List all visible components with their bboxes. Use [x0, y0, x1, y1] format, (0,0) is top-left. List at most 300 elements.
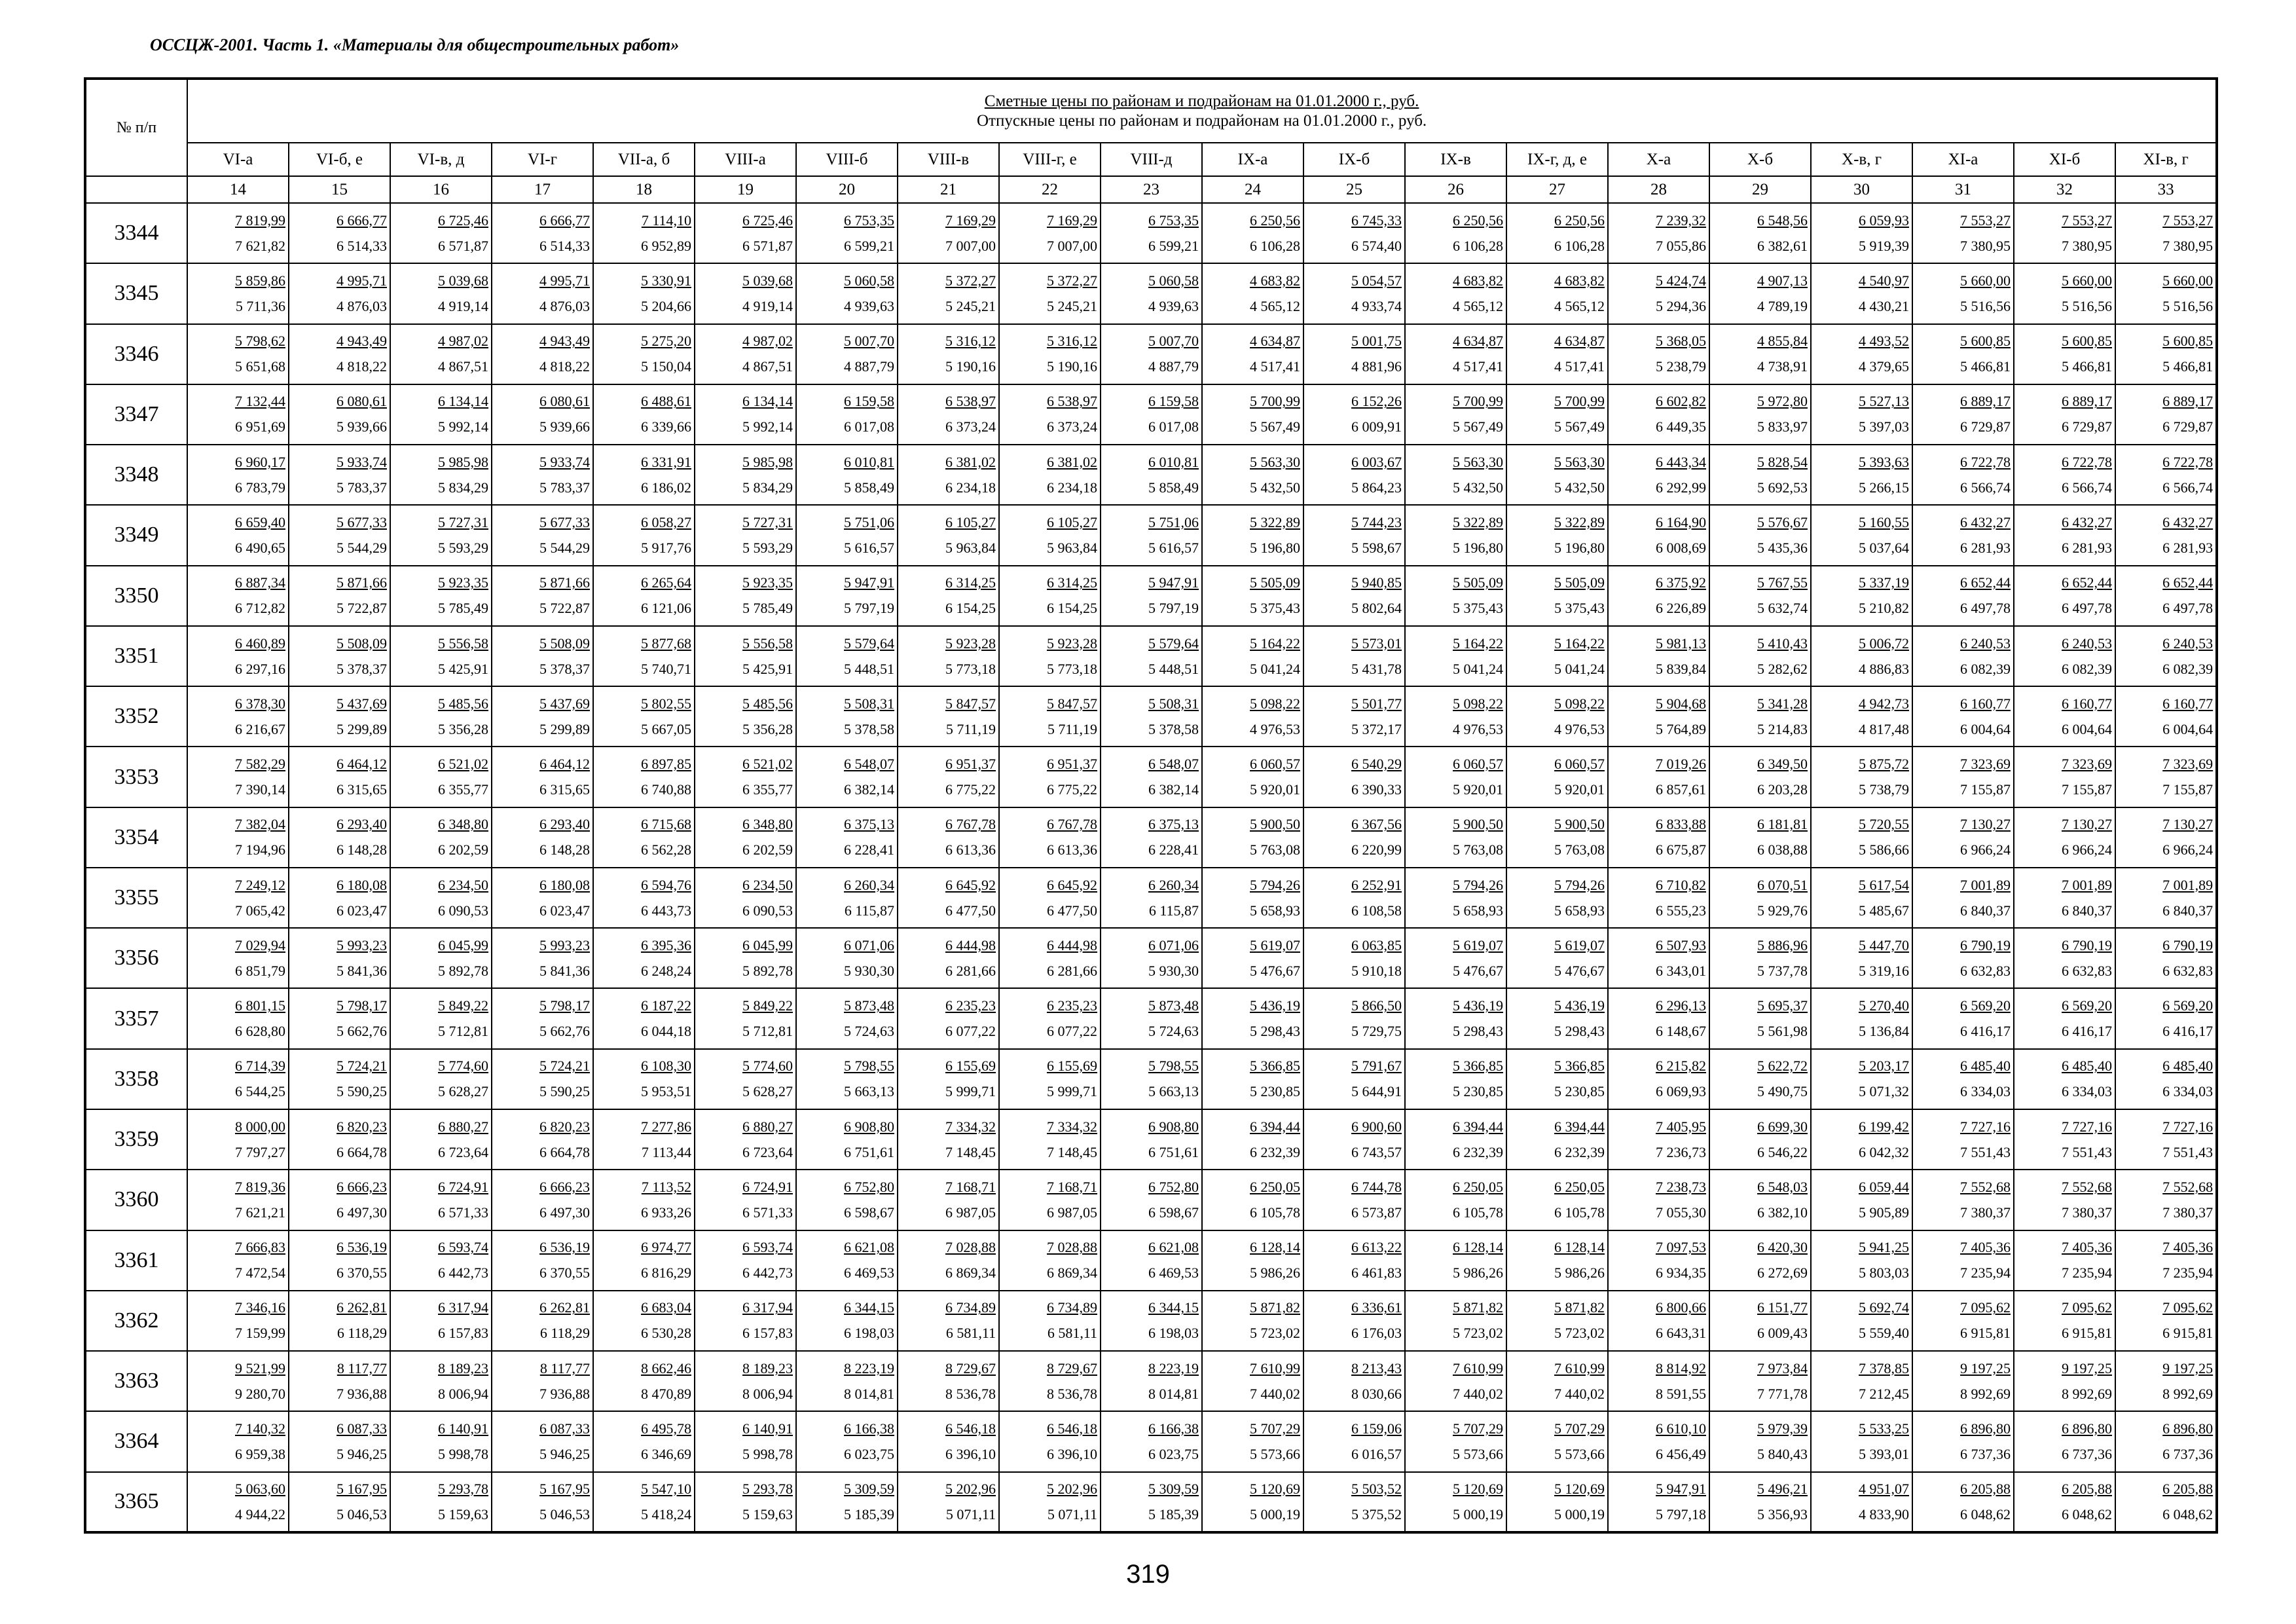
estimate-price: 5 660,00 [2062, 272, 2112, 289]
release-price: 5 375,43 [1453, 600, 1503, 617]
estimate-price: 5 508,09 [539, 635, 590, 652]
release-price: 5 516,56 [2062, 297, 2112, 314]
release-price: 7 551,43 [1960, 1143, 2011, 1160]
price-cell [1506, 1472, 1608, 1532]
price-cell [492, 1109, 593, 1170]
estimate-price: 6 800,66 [1656, 1299, 1706, 1316]
estimate-price: 5 873,48 [1148, 997, 1199, 1014]
price-cell [1303, 263, 1405, 323]
price-cell [796, 263, 898, 323]
release-price: 5 185,39 [844, 1505, 894, 1522]
price-cell [1405, 928, 1506, 988]
release-price: 6 334,03 [1960, 1083, 2011, 1100]
estimate-price: 6 378,30 [235, 695, 285, 712]
estimate-price: 6 908,80 [844, 1118, 894, 1135]
release-price: 6 157,83 [438, 1325, 488, 1342]
release-price: 6 232,39 [1554, 1143, 1605, 1160]
estimate-price: 6 521,02 [438, 756, 488, 773]
release-price: 5 190,16 [1047, 358, 1097, 375]
release-price: 5 662,76 [539, 1023, 590, 1040]
release-price: 6 382,14 [1148, 781, 1199, 798]
price-cell [1811, 384, 1912, 445]
price-cell [796, 928, 898, 988]
estimate-price: 6 645,92 [1047, 876, 1097, 893]
release-price: 8 536,78 [945, 1385, 996, 1402]
release-price: 5 476,67 [1554, 962, 1605, 979]
price-cell [1202, 988, 1303, 1048]
release-price: 5 230,85 [1250, 1083, 1300, 1100]
release-price: 5 737,78 [1757, 962, 1808, 979]
release-price: 5 214,83 [1757, 720, 1808, 737]
price-cell [2014, 1170, 2115, 1230]
table-row [85, 1472, 2217, 1532]
estimate-price: 5 993,23 [539, 936, 590, 953]
estimate-price: 6 569,20 [1960, 997, 2011, 1014]
price-cell [593, 1109, 695, 1170]
row-number: 3346 [85, 324, 187, 384]
price-cell [1912, 1230, 2014, 1291]
estimate-price: 6 889,17 [1960, 393, 2011, 410]
price-cell [390, 626, 492, 686]
release-price: 7 380,95 [2062, 237, 2112, 254]
price-cell [695, 384, 796, 445]
release-price: 6 664,78 [337, 1143, 387, 1160]
table-row [85, 505, 2217, 565]
price-cell [1506, 1411, 1608, 1471]
release-price: 4 867,51 [742, 358, 793, 375]
estimate-price: 5 063,60 [235, 1480, 285, 1497]
table-row [85, 263, 2217, 323]
estimate-price: 6 908,80 [1148, 1118, 1199, 1135]
release-price: 5 616,57 [844, 539, 894, 556]
price-table [84, 77, 2218, 1534]
release-price: 6 737,36 [2062, 1445, 2112, 1462]
estimate-price: 6 594,76 [641, 876, 691, 893]
release-price: 6 461,83 [1351, 1264, 1402, 1282]
release-price: 6 234,18 [1047, 479, 1097, 496]
release-price: 6 220,99 [1351, 841, 1402, 858]
estimate-price: 6 395,36 [641, 936, 691, 953]
release-price: 6 009,91 [1351, 418, 1402, 435]
price-cell [898, 1049, 999, 1109]
price-cell [695, 1049, 796, 1109]
price-cell [390, 807, 492, 868]
price-cell [1709, 1472, 1811, 1532]
estimate-price: 5 060,58 [1148, 272, 1199, 289]
price-cell [390, 1049, 492, 1109]
release-price: 6 334,03 [2062, 1083, 2112, 1100]
estimate-price: 6 348,80 [742, 816, 793, 833]
price-cell [1101, 928, 1202, 988]
price-cell [999, 928, 1101, 988]
price-cell [1303, 445, 1405, 505]
release-price: 5 397,03 [1859, 418, 1909, 435]
price-cell [492, 1472, 593, 1532]
price-cell [695, 203, 796, 263]
price-cell [2115, 566, 2217, 626]
table-row [85, 868, 2217, 928]
release-price: 5 920,01 [1250, 781, 1300, 798]
estimate-price: 7 001,89 [2162, 876, 2214, 893]
price-cell [289, 505, 390, 565]
price-cell [2014, 203, 2115, 263]
estimate-price: 6 722,78 [2162, 453, 2214, 470]
price-cell [1303, 1351, 1405, 1411]
release-price: 6 751,61 [844, 1143, 894, 1160]
price-cell [187, 1109, 289, 1170]
price-cell [1506, 1351, 1608, 1411]
release-price: 6 723,64 [742, 1143, 793, 1160]
estimate-price: 5 366,85 [1250, 1058, 1300, 1075]
release-price: 7 472,54 [235, 1264, 285, 1282]
release-price: 6 048,62 [2062, 1505, 2112, 1522]
price-cell [1709, 505, 1811, 565]
estimate-price: 6 645,92 [945, 876, 996, 893]
estimate-price: 5 447,70 [1859, 936, 1909, 953]
estimate-price: 6 538,97 [1047, 393, 1097, 410]
price-cell [492, 505, 593, 565]
release-price: 5 763,08 [1250, 841, 1300, 858]
release-price: 6 038,88 [1757, 841, 1808, 858]
release-price: 6 148,28 [539, 841, 590, 858]
estimate-price: 5 368,05 [1656, 333, 1706, 350]
estimate-price: 6 722,78 [2062, 453, 2112, 470]
estimate-price: 5 707,29 [1250, 1420, 1300, 1437]
estimate-price: 5 600,85 [1960, 333, 2011, 350]
release-price: 5 425,91 [438, 660, 488, 677]
price-cell [289, 868, 390, 928]
estimate-price: 6 801,15 [235, 997, 285, 1014]
release-price: 5 785,49 [742, 600, 793, 617]
release-price: 5 573,66 [1453, 1445, 1503, 1462]
release-price: 7 936,88 [539, 1385, 590, 1402]
estimate-price: 6 714,39 [235, 1058, 285, 1075]
release-price: 6 546,22 [1757, 1143, 1808, 1160]
release-price: 6 115,87 [844, 902, 894, 919]
price-cell [2014, 626, 2115, 686]
estimate-price: 5 617,54 [1859, 876, 1909, 893]
estimate-price: 6 080,61 [337, 393, 387, 410]
release-price: 5 834,29 [438, 479, 488, 496]
release-price: 6 082,39 [2062, 660, 2112, 677]
release-price: 5 150,04 [641, 358, 691, 375]
estimate-price: 6 234,50 [742, 876, 793, 893]
price-cell [2115, 1411, 2217, 1471]
release-price: 6 566,74 [2062, 479, 2112, 496]
estimate-price: 6 896,80 [2162, 1420, 2214, 1437]
release-price: 5 723,02 [1453, 1325, 1503, 1342]
price-cell [1912, 1170, 2014, 1230]
price-cell [1202, 384, 1303, 445]
release-price: 5 692,53 [1757, 479, 1808, 496]
estimate-price: 6 240,53 [2162, 635, 2214, 652]
estimate-price: 7 130,27 [2062, 816, 2112, 833]
estimate-price: 6 314,25 [945, 574, 996, 591]
price-cell [492, 626, 593, 686]
estimate-price: 6 820,23 [539, 1118, 590, 1135]
price-cell [2115, 988, 2217, 1048]
release-price: 6 115,87 [1148, 902, 1199, 919]
price-cell [1709, 868, 1811, 928]
release-price: 6 042,32 [1859, 1143, 1909, 1160]
price-cell [289, 263, 390, 323]
estimate-price: 5 947,91 [1148, 574, 1199, 591]
price-cell [898, 203, 999, 263]
price-cell [898, 384, 999, 445]
price-cell [1608, 626, 1709, 686]
price-cell [289, 626, 390, 686]
price-cell [1101, 1472, 1202, 1532]
release-price: 6 292,99 [1656, 479, 1706, 496]
price-cell [1811, 324, 1912, 384]
release-price: 5 000,19 [1554, 1505, 1605, 1522]
release-price: 7 380,95 [1960, 237, 2011, 254]
release-price: 4 887,79 [844, 358, 894, 375]
estimate-price: 6 058,27 [641, 513, 691, 530]
release-price: 6 613,36 [945, 841, 996, 858]
estimate-price: 7 334,32 [1047, 1118, 1097, 1135]
estimate-price: 6 767,78 [945, 816, 996, 833]
estimate-price: 6 790,19 [2162, 936, 2214, 953]
estimate-price: 5 098,22 [1453, 695, 1503, 712]
price-cell [1709, 324, 1811, 384]
price-cell [1912, 263, 2014, 323]
price-cell [289, 1230, 390, 1291]
release-price: 6 090,53 [438, 902, 488, 919]
price-cell [1303, 384, 1405, 445]
estimate-price: 6 155,69 [1047, 1058, 1097, 1075]
price-cell [898, 1411, 999, 1471]
price-cell [898, 1351, 999, 1411]
estimate-price: 5 576,67 [1757, 513, 1808, 530]
price-cell [1405, 384, 1506, 445]
release-price: 6 712,82 [235, 600, 285, 617]
price-cell [390, 1291, 492, 1351]
release-price: 6 632,83 [2162, 962, 2214, 979]
row-number: 3352 [85, 686, 187, 747]
release-price: 5 210,82 [1859, 600, 1909, 617]
price-cell [187, 203, 289, 263]
release-price: 6 118,29 [539, 1325, 590, 1342]
column-number: 31 [1912, 176, 2014, 203]
release-price: 4 565,12 [1453, 297, 1503, 314]
release-price: 5 803,03 [1859, 1264, 1909, 1282]
price-cell [796, 1472, 898, 1532]
release-price: 4 379,65 [1859, 358, 1909, 375]
column-number: 23 [1101, 176, 1202, 203]
table-row [85, 928, 2217, 988]
estimate-price: 6 974,77 [641, 1239, 691, 1256]
price-cell [1709, 384, 1811, 445]
release-price: 5 190,16 [945, 358, 996, 375]
price-cell [1101, 747, 1202, 807]
price-cell [492, 1291, 593, 1351]
release-price: 5 356,28 [742, 720, 793, 737]
release-price: 6 023,75 [1148, 1445, 1199, 1462]
price-cell [390, 505, 492, 565]
header-row-column-numbers [85, 176, 2217, 203]
release-price: 6 571,87 [438, 237, 488, 254]
release-price: 8 992,69 [2162, 1385, 2214, 1402]
price-cell [1811, 1170, 1912, 1230]
price-cell [1912, 686, 2014, 747]
price-cell [695, 1170, 796, 1230]
price-cell [1912, 505, 2014, 565]
price-cell [1608, 324, 1709, 384]
release-price: 6 202,59 [742, 841, 793, 858]
estimate-price: 6 140,91 [438, 1420, 488, 1437]
release-price: 5 920,01 [1453, 781, 1503, 798]
release-price: 7 440,02 [1250, 1385, 1300, 1402]
price-cell [593, 1351, 695, 1411]
estimate-price: 8 729,67 [945, 1359, 996, 1376]
price-cell [1709, 1411, 1811, 1471]
release-price: 5 711,19 [1047, 720, 1097, 737]
release-price: 5 740,71 [641, 660, 691, 677]
price-cell [492, 988, 593, 1048]
price-cell [492, 807, 593, 868]
price-cell [390, 1230, 492, 1291]
release-price: 5 712,81 [742, 1023, 793, 1040]
estimate-price: 6 602,82 [1656, 393, 1706, 410]
price-cell [1101, 626, 1202, 686]
estimate-price: 6 420,30 [1757, 1239, 1808, 1256]
column-number: 30 [1811, 176, 1912, 203]
price-cell [390, 445, 492, 505]
price-cell [796, 1170, 898, 1230]
release-price: 5 999,71 [945, 1083, 996, 1100]
row-number: 3353 [85, 747, 187, 807]
price-cell [593, 807, 695, 868]
release-price: 6 382,14 [844, 781, 894, 798]
price-cell [1405, 203, 1506, 263]
release-price: 5 298,43 [1250, 1023, 1300, 1040]
release-price: 5 071,11 [945, 1505, 996, 1522]
estimate-price: 6 151,77 [1757, 1299, 1808, 1316]
estimate-price: 5 849,22 [742, 997, 793, 1014]
price-cell [1709, 263, 1811, 323]
release-price: 9 280,70 [235, 1385, 285, 1402]
estimate-price: 8 729,67 [1047, 1359, 1097, 1376]
estimate-price: 4 987,02 [438, 333, 488, 350]
release-price: 7 159,99 [235, 1325, 285, 1342]
estimate-price: 5 847,57 [945, 695, 996, 712]
price-cell [796, 1049, 898, 1109]
estimate-price: 5 563,30 [1453, 453, 1503, 470]
price-cell [2014, 1049, 2115, 1109]
release-price: 5 573,66 [1554, 1445, 1605, 1462]
price-cell [1608, 566, 1709, 626]
column-number: 26 [1405, 176, 1506, 203]
price-cell [1608, 868, 1709, 928]
estimate-price: 7 610,99 [1250, 1359, 1300, 1376]
price-cell [1303, 988, 1405, 1048]
estimate-price: 5 886,96 [1757, 936, 1808, 953]
release-price: 6 598,67 [1148, 1204, 1199, 1221]
price-cell [492, 747, 593, 807]
price-cell [1912, 807, 2014, 868]
price-cell [1811, 1230, 1912, 1291]
release-price: 6 443,73 [641, 902, 691, 919]
estimate-price: 6 160,77 [2062, 695, 2112, 712]
estimate-price: 5 940,85 [1351, 574, 1402, 591]
release-price: 5 378,58 [844, 720, 894, 737]
release-price: 7 055,86 [1656, 237, 1706, 254]
estimate-price: 5 120,69 [1453, 1480, 1503, 1497]
district-header: VI-в, д [390, 143, 492, 176]
estimate-price: 6 887,34 [235, 574, 285, 591]
price-cell [1101, 445, 1202, 505]
price-cell [1608, 747, 1709, 807]
release-price: 5 593,29 [438, 539, 488, 556]
estimate-price: 5 871,82 [1453, 1299, 1503, 1316]
release-price: 7 235,94 [1960, 1264, 2011, 1282]
price-cell [2014, 1472, 2115, 1532]
estimate-price: 5 579,64 [1148, 635, 1199, 652]
estimate-price: 6 548,03 [1757, 1178, 1808, 1195]
estimate-price: 5 692,74 [1859, 1299, 1909, 1316]
estimate-price: 5 900,50 [1554, 816, 1605, 833]
release-price: 4 817,48 [1859, 720, 1909, 737]
estimate-price: 5 941,25 [1859, 1239, 1909, 1256]
price-cell [390, 868, 492, 928]
release-price: 5 544,29 [337, 539, 387, 556]
price-cell [2115, 1049, 2217, 1109]
estimate-price: 6 896,80 [1960, 1420, 2011, 1437]
row-number: 3345 [85, 263, 187, 323]
release-price: 8 470,89 [641, 1385, 691, 1402]
price-cell [1912, 1472, 2014, 1532]
estimate-price: 4 634,87 [1453, 333, 1503, 350]
release-price: 6 157,83 [742, 1325, 793, 1342]
release-price: 6 840,37 [1960, 902, 2011, 919]
estimate-price: 7 239,32 [1656, 212, 1706, 229]
estimate-price: 8 000,00 [235, 1118, 285, 1135]
price-cell [2115, 505, 2217, 565]
release-price: 5 000,19 [1453, 1505, 1503, 1522]
price-cell [1608, 1351, 1709, 1411]
release-price: 5 841,36 [539, 962, 590, 979]
price-cell [695, 988, 796, 1048]
release-price: 6 105,78 [1453, 1204, 1503, 1221]
price-cell [1506, 928, 1608, 988]
estimate-price: 5 485,56 [742, 695, 793, 712]
row-number: 3349 [85, 505, 187, 565]
estimate-price: 5 923,28 [945, 635, 996, 652]
estimate-price: 7 168,71 [1047, 1178, 1097, 1195]
release-price: 6 148,67 [1656, 1023, 1706, 1040]
release-price: 4 738,91 [1757, 358, 1808, 375]
release-price: 6 729,87 [2162, 418, 2214, 435]
estimate-price: 6 375,13 [844, 816, 894, 833]
release-price: 5 628,27 [742, 1083, 793, 1100]
release-price: 7 155,87 [1960, 781, 2011, 798]
release-price: 4 881,96 [1351, 358, 1402, 375]
release-price: 6 176,03 [1351, 1325, 1402, 1342]
estimate-price: 6 128,14 [1453, 1239, 1503, 1256]
price-cell [289, 1049, 390, 1109]
price-cell [1202, 1411, 1303, 1471]
price-cell [492, 686, 593, 747]
price-cell [1101, 1411, 1202, 1471]
estimate-price: 6 205,88 [2062, 1480, 2112, 1497]
price-cell [1101, 1291, 1202, 1351]
price-cell [999, 1351, 1101, 1411]
release-price: 6 497,78 [1960, 600, 2011, 617]
estimate-price: 6 260,34 [844, 876, 894, 893]
estimate-price: 8 189,23 [742, 1359, 793, 1376]
estimate-price: 6 521,02 [742, 756, 793, 773]
